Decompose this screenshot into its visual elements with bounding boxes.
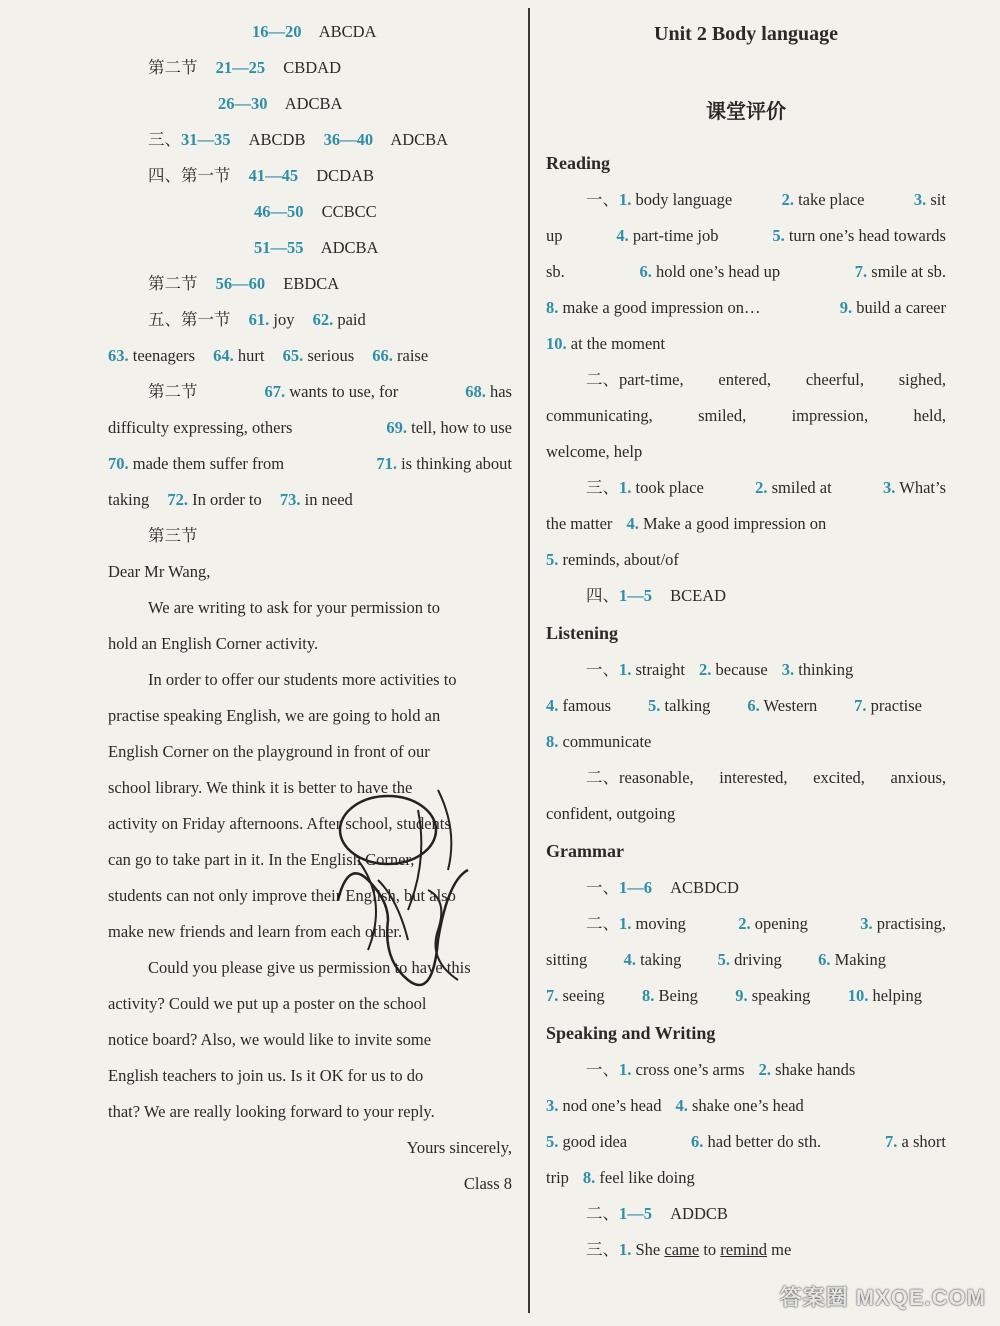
answer-item [735, 978, 810, 1014]
letter-line: students can not only improve their English, but also [108, 886, 456, 905]
answer-item [583, 1160, 695, 1196]
section-prefix: 五、第一节 [148, 310, 231, 329]
answer-text: feel like doing [599, 1168, 695, 1187]
answer-item [586, 362, 684, 398]
answer-letters: CBDAD [283, 58, 342, 77]
answer-text: driving [734, 950, 782, 969]
answer-item [546, 688, 611, 724]
answer-item [546, 326, 665, 362]
answer-item [860, 906, 946, 942]
answer-text: in need [304, 490, 353, 509]
answer-item [782, 182, 865, 218]
answer-letters: ABCDA [318, 22, 377, 41]
section-prefix: 第三节 [148, 526, 198, 545]
underlined-answer: came [664, 1240, 700, 1259]
answer-text: to [703, 1240, 717, 1259]
answer-line [546, 254, 946, 290]
answer-item [755, 470, 832, 506]
answer-item [699, 652, 768, 688]
item-number: 1. [619, 190, 632, 209]
answer-text: Making [834, 950, 886, 969]
item-number: 4. [546, 696, 559, 715]
answer-item [616, 218, 718, 254]
answer-line [108, 302, 512, 338]
item-number: 3. [883, 478, 896, 497]
answer-text: up [546, 226, 563, 245]
answer-line [108, 374, 512, 410]
item-number: 7. [854, 262, 868, 281]
answer-text: In order to [192, 490, 262, 509]
answer-text: smiled at [771, 478, 832, 497]
answer-text: sit [930, 190, 946, 209]
answer-line [546, 870, 946, 906]
answer-line [546, 1124, 946, 1160]
letter-text: We are writing to ask for your permission to [148, 598, 440, 617]
answer-text: make a good impression on… [562, 298, 761, 317]
letter-line: notice board? Also, we would like to invite some [108, 1030, 432, 1049]
answer-line [546, 470, 946, 506]
answer-line [108, 194, 512, 230]
letter-line: can go to take part in it. In the English Corner, [108, 850, 415, 869]
item-number: 5. [546, 550, 559, 569]
answer-line [546, 506, 946, 542]
range-label: 21—25 [215, 58, 266, 77]
item-number: 7. [546, 986, 559, 1005]
item-number: 10. [847, 986, 869, 1005]
item-number: 2. [738, 914, 751, 933]
item-number: 72. [167, 490, 188, 509]
answer-text: raise [397, 346, 429, 365]
item-number: 2. [699, 660, 712, 679]
range-label: 51—55 [254, 238, 304, 257]
answer-item [546, 1124, 627, 1160]
item-number: 6. [691, 1132, 704, 1151]
answer-text: the matter [546, 514, 613, 533]
answer-text: What’s [899, 478, 946, 497]
answer-word: reasonable, [619, 768, 694, 787]
answer-text: taking [640, 950, 682, 969]
letter-line: that? We are really looking forward to your reply. [108, 1102, 435, 1121]
answer-text: Being [658, 986, 698, 1005]
answer-letters: ABCDB [248, 130, 306, 149]
item-number: 4. [623, 950, 636, 969]
answer-item [718, 942, 782, 978]
answer-letters: ADCBA [320, 238, 379, 257]
letter-line: activity on Friday afternoons. After school, students [108, 814, 451, 833]
item-number: 4. [616, 226, 629, 245]
answer-text: had better do sth. [707, 1132, 822, 1151]
answer-line [546, 290, 946, 326]
letter-line [108, 590, 512, 626]
answer-line [546, 1232, 946, 1268]
answer-text: good idea [562, 1132, 628, 1151]
answer-line [108, 446, 512, 482]
answer-text: joy [273, 310, 295, 329]
answer-item [546, 290, 760, 326]
letter-line: English teachers to join us. Is it OK for us to do [108, 1066, 424, 1085]
answer-item [840, 290, 946, 326]
item-number: 65. [282, 346, 304, 365]
answer-item [586, 1052, 745, 1088]
answer-text: at the moment [570, 334, 666, 353]
answer-text: because [715, 660, 768, 679]
answer-line [546, 542, 946, 578]
answer-text: talking [664, 696, 711, 715]
answer-text: communicate [562, 732, 652, 751]
item-number: 8. [641, 986, 655, 1005]
answer-line [108, 14, 512, 50]
answer-line [546, 218, 946, 254]
answer-line [108, 230, 512, 266]
answer-line [546, 760, 946, 796]
range-label: 36—40 [323, 130, 374, 149]
item-number: 8. [546, 298, 559, 317]
item-number: 7. [854, 696, 867, 715]
range-label: 31—35 [181, 130, 231, 149]
letter-line: school library. We think it is better to have the [108, 778, 413, 797]
range-label: 56—60 [215, 274, 266, 293]
answer-word: cheerful, [805, 370, 864, 389]
answer-letters: ADDCB [670, 1204, 728, 1223]
section-prefix: 三、 [586, 1240, 619, 1259]
letter-salutation: Dear Mr Wang, [108, 562, 211, 581]
item-number: 3. [546, 1096, 559, 1115]
answer-letters: ADCBA [284, 94, 343, 113]
answer-letters: DCDAB [316, 166, 375, 185]
answer-text: trip [546, 1168, 569, 1187]
answer-item [586, 760, 694, 796]
item-number: 4. [626, 514, 639, 533]
section-prefix: 第二节 [148, 382, 198, 401]
answer-item [782, 652, 854, 688]
answer-line [546, 1160, 946, 1196]
answer-text: difficulty expressing, others [108, 418, 293, 437]
section-prefix: 四、 [586, 586, 619, 605]
answer-word: held, [913, 406, 946, 425]
answer-item [586, 652, 685, 688]
answer-item [675, 1088, 803, 1124]
answer-line [546, 398, 946, 434]
answer-text: Make a good impression on [642, 514, 827, 533]
answer-line [108, 338, 512, 374]
section-prefix: 一、 [586, 660, 619, 679]
answer-text: taking [108, 490, 150, 509]
answer-line [546, 724, 946, 760]
letter-closing: Yours sincerely, [406, 1138, 512, 1157]
item-number: 3. [781, 660, 795, 679]
answer-line [546, 182, 946, 218]
item-number: 6. [747, 696, 760, 715]
item-number: 2. [758, 1060, 771, 1079]
item-number: 61. [248, 310, 270, 329]
answer-item [546, 542, 679, 578]
letter-line: activity? Could we put up a poster on the school [108, 994, 427, 1013]
answer-item [885, 1124, 946, 1160]
item-number: 3. [860, 914, 873, 933]
item-number: 8. [582, 1168, 596, 1187]
answer-item [648, 688, 710, 724]
answer-word: entered, [718, 370, 772, 389]
answer-item [691, 1124, 821, 1160]
section-prefix: 二、 [586, 370, 619, 389]
answer-item [639, 254, 780, 290]
answer-text: opening [754, 914, 808, 933]
answer-line: confident, outgoing [546, 804, 676, 823]
range-label: 1—5 [619, 1204, 652, 1223]
item-number: 66. [372, 346, 393, 365]
answer-word: part-time, [619, 370, 684, 389]
range-label: 26—30 [218, 94, 268, 113]
range-label: 1—6 [619, 878, 652, 897]
answer-word: interested, [719, 768, 788, 787]
answer-word: sighed, [898, 370, 946, 389]
answer-word: communicating, [546, 406, 653, 425]
item-number: 71. [376, 454, 397, 473]
answer-letters: CCBCC [321, 202, 377, 221]
item-number: 3. [913, 190, 927, 209]
item-number: 73. [279, 490, 301, 509]
speaking-writing-heading: Speaking and Writing [546, 1023, 716, 1043]
item-number: 5. [546, 1132, 559, 1151]
answer-text: thinking [798, 660, 854, 679]
column-divider [528, 8, 530, 1313]
answer-text: shake one’s head [691, 1096, 804, 1115]
section-title: 课堂评价 [706, 101, 786, 123]
answer-line [546, 978, 946, 1014]
answer-line [546, 688, 946, 724]
answer-text: tell, how to use [411, 418, 512, 437]
answer-line [546, 652, 946, 688]
answer-text: Western [763, 696, 818, 715]
item-number: 70. [108, 454, 129, 473]
item-number: 1. [619, 1240, 632, 1259]
answer-text: take place [798, 190, 865, 209]
item-number: 6. [818, 950, 831, 969]
answer-item [546, 1088, 661, 1124]
answer-text: reminds, about/of [562, 550, 679, 569]
item-number: 62. [312, 310, 334, 329]
answer-item [747, 688, 817, 724]
answer-text: part-time job [632, 226, 719, 245]
answer-line [546, 1196, 946, 1232]
answer-text: smile at sb. [871, 262, 946, 281]
answer-item [772, 218, 946, 254]
item-number: 8. [546, 732, 559, 751]
answer-item [854, 688, 922, 724]
answer-item [914, 182, 946, 218]
answer-text: practising, [876, 914, 946, 933]
answer-letters: ACBDCD [670, 878, 739, 897]
answer-word: excited, [813, 768, 865, 787]
item-number: 9. [735, 986, 748, 1005]
left-column [108, 14, 512, 1202]
answer-text: speaking [751, 986, 811, 1005]
listening-heading: Listening [546, 623, 619, 643]
answer-line [546, 1088, 946, 1124]
letter-line: English Corner on the playground in front of our [108, 742, 430, 761]
answer-item [624, 942, 682, 978]
answer-text: She [635, 1240, 661, 1259]
answer-text: moving [635, 914, 686, 933]
answer-text: me [771, 1240, 792, 1259]
item-number: 2. [781, 190, 794, 209]
answer-item [883, 470, 946, 506]
answer-text: paid [337, 310, 366, 329]
item-number: 5. [717, 950, 731, 969]
range-label: 41—45 [248, 166, 299, 185]
answer-line [108, 122, 512, 158]
item-number: 5. [772, 226, 785, 245]
answer-text: body language [635, 190, 733, 209]
item-number: 69. [386, 418, 408, 437]
answer-item [848, 978, 922, 1014]
right-column [546, 14, 946, 1268]
answer-text: hurt [237, 346, 265, 365]
watermark-logo: 答案圈 MXQE.COM [779, 1285, 986, 1310]
letter-line: make new friends and learn from each other. [108, 922, 403, 941]
answer-text: is thinking about [401, 454, 512, 473]
answer-line [108, 482, 512, 518]
answer-text: has [489, 382, 512, 401]
answer-text: a short [901, 1132, 946, 1151]
range-label: 46—50 [254, 202, 304, 221]
answer-text: seeing [562, 986, 605, 1005]
letter-line: hold an English Corner activity. [108, 634, 319, 653]
section-prefix: 二、 [586, 768, 619, 787]
answer-item [855, 254, 946, 290]
answer-item [546, 978, 605, 1014]
answer-line [108, 410, 512, 446]
answer-line [546, 942, 946, 978]
section-prefix: 第二节 [148, 58, 198, 77]
item-number: 1. [619, 914, 632, 933]
answer-word: anxious, [890, 768, 946, 787]
answer-text: helping [872, 986, 922, 1005]
answer-text: made them suffer from [132, 454, 285, 473]
section-prefix: 一、 [586, 1060, 619, 1079]
answer-text: cross one’s arms [635, 1060, 745, 1079]
answer-line: welcome, help [546, 442, 643, 461]
answer-text: build a career [856, 298, 946, 317]
range-label: 16—20 [252, 22, 302, 41]
answer-text: sb. [546, 262, 565, 281]
answer-text: straight [635, 660, 685, 679]
answer-item [546, 724, 651, 760]
answer-line [108, 158, 512, 194]
answer-text: wants to use, for [289, 382, 399, 401]
answer-text: hold one’s head up [655, 262, 781, 281]
answer-item [626, 506, 826, 542]
section-prefix: 一、 [586, 878, 619, 897]
answer-item [642, 978, 698, 1014]
answer-line [108, 266, 512, 302]
item-number: 63. [108, 346, 129, 365]
letter-signature: Class 8 [463, 1174, 512, 1193]
grammar-heading: Grammar [546, 841, 624, 861]
answer-item [586, 906, 686, 942]
answer-line [546, 906, 946, 942]
answer-line [546, 1052, 946, 1088]
answer-item [586, 470, 704, 506]
item-number: 10. [546, 334, 567, 353]
section-prefix: 二、 [586, 914, 619, 933]
answer-text: nod one’s head [562, 1096, 662, 1115]
answer-letters: EBDCA [283, 274, 340, 293]
underlined-answer: remind [720, 1240, 768, 1259]
answer-letters: ADCBA [390, 130, 449, 149]
section-prefix: 第二节 [148, 274, 198, 293]
answer-text: took place [635, 478, 704, 497]
item-number: 9. [839, 298, 853, 317]
item-number: 1. [619, 478, 632, 497]
section-prefix: 一、 [586, 190, 619, 209]
item-number: 2. [755, 478, 768, 497]
answer-text: practise [870, 696, 922, 715]
answer-text: sitting [546, 950, 588, 969]
answer-text: famous [562, 696, 612, 715]
answer-letters: BCEAD [670, 586, 727, 605]
item-number: 5. [648, 696, 661, 715]
unit-title: Unit 2 Body language [654, 23, 838, 45]
answer-text: serious [307, 346, 355, 365]
answer-word: smiled, [698, 406, 747, 425]
answer-line [546, 578, 946, 614]
section-prefix: 三、 [148, 130, 181, 149]
item-number: 67. [264, 382, 286, 401]
letter-line: Could you please give us permission to have this [148, 958, 471, 977]
answer-line [546, 362, 946, 398]
letter-line: practise speaking English, we are going to hold an [108, 706, 441, 725]
item-number: 1. [619, 660, 632, 679]
answer-text: shake hands [775, 1060, 856, 1079]
reading-heading: Reading [546, 153, 611, 173]
answer-text: teenagers [132, 346, 196, 365]
answer-line [108, 86, 512, 122]
answer-item [738, 906, 808, 942]
item-number: 4. [675, 1096, 688, 1115]
item-number: 6. [639, 262, 652, 281]
section-prefix: 二、 [586, 1204, 619, 1223]
answer-line [546, 326, 946, 362]
section-prefix: 三、 [586, 478, 619, 497]
range-label: 1—5 [619, 586, 652, 605]
item-number: 64. [213, 346, 234, 365]
answer-word: impression, [791, 406, 869, 425]
item-number: 68. [465, 382, 486, 401]
item-number: 7. [885, 1132, 898, 1151]
item-number: 1. [619, 1060, 632, 1079]
section-prefix: 四、第一节 [148, 166, 231, 185]
answer-line [108, 50, 512, 86]
answer-item [759, 1052, 856, 1088]
answer-item [818, 942, 886, 978]
answer-item [586, 182, 732, 218]
answer-text: turn one’s head towards [788, 226, 946, 245]
letter-line: In order to offer our students more activities to [148, 670, 457, 689]
